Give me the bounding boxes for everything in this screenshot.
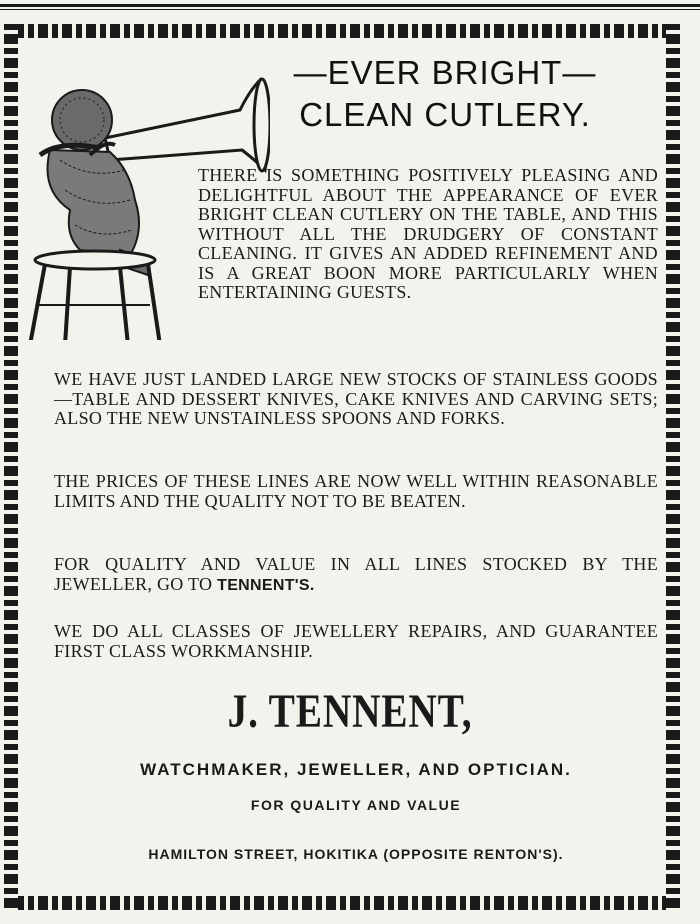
repairs-paragraph: WE DO ALL CLASSES OF JEWELLERY REPAIRS, AND GUARANTEE FIRST CLASS WORKMANSHIP. — [54, 621, 658, 661]
business-name: J. TENNENT, — [227, 685, 473, 738]
prices-paragraph: THE PRICES OF THESE LINES ARE NOW WELL WITHIN REASONABLE LIMITS AND THE QUALITY NOT TO BE BEATEN. — [54, 471, 658, 511]
top-rule — [0, 4, 700, 7]
quality-paragraph-text: FOR QUALITY AND VALUE IN ALL LINES STOCKED BY THE JEWELLER, GO TO — [54, 554, 658, 594]
headline-line-1: —EVER BRIGHT— — [293, 54, 597, 91]
quality-paragraph — [54, 555, 658, 595]
address: HAMILTON STREET, HOKITIKA (OPPOSITE RENTON'S). — [148, 846, 564, 862]
top-rule-thin — [0, 9, 700, 10]
headline — [250, 52, 640, 136]
intro-paragraph: THERE IS SOMETHING POSITIVELY PLEASING AND DELIGHTFUL ABOUT THE APPEARANCE OF EVER BRIGHT CLEAN CUTLERY ON THE TABLE, AND THIS WITHOUT ALL THE DRUDGERY OF CONSTANT CLEANING. IT GIVES AN ADDED REFINEMENT AND IS A GREAT BOON MORE PARTICULARLY WHEN ENTERTAINING GUESTS. — [198, 165, 658, 302]
trades-line: WATCHMAKER, JEWELLER, AND OPTICIAN. — [140, 760, 572, 779]
stock-paragraph: WE HAVE JUST LANDED LARGE NEW STOCKS OF STAINLESS GOODS—TABLE AND DESSERT KNIVES, CAKE KNIVES AND CARVING SETS; ALSO THE NEW UNSTAINLESS SPOONS AND FORKS. — [54, 369, 658, 428]
headline-line-2: CLEAN CUTLERY. — [299, 96, 591, 133]
decorative-border-right — [666, 24, 680, 910]
slogan: FOR QUALITY AND VALUE — [250, 797, 462, 813]
tennents-name: TENNENT'S. — [217, 576, 315, 594]
decorative-border-top — [4, 24, 680, 38]
decorative-border-bottom — [4, 896, 680, 910]
